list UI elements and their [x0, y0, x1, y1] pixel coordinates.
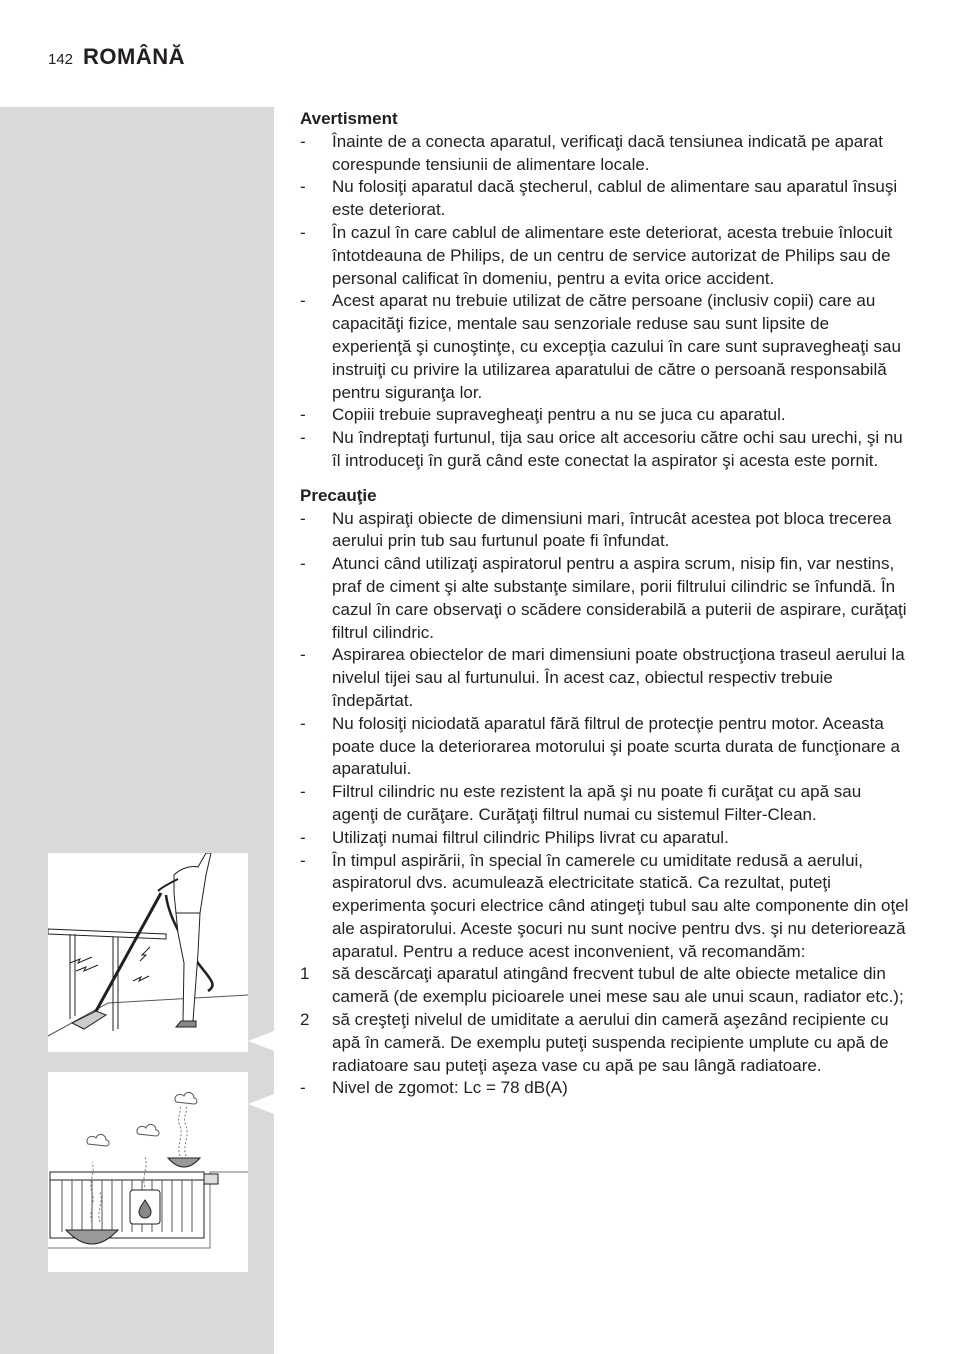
list-marker: - — [300, 645, 306, 665]
list-marker: - — [300, 405, 306, 425]
list-item-text: să descărcaţi aparatul atingând frecvent tubul de alte obiecte metalice din cameră (de exemplu picioarele unei mese sau ale unui scaun, radiator etc.); — [332, 964, 904, 1007]
list-item-text: În timpul aspirării, în special în camerele cu umiditate redusă a aerului, aspiratorul dvs. acumulează electricitate statică. Ca rezultat, puteţi experimenta şocuri electrice când atingeţi tubul sau alte componente din oţel ale aspiratorului. Aceste şocuri nu sunt nocive pentru dvs. şi nu deteriorează aparatul. Pentru a reduce acest inconvenient, vă recomandăm: — [332, 850, 909, 961]
list-item-text: Nu aspiraţi obiecte de dimensiuni mari, întrucât acestea pot bloca trecerea aerului prin tub sau furtunul poate fi înfundat. — [332, 508, 892, 551]
list-item-text: Utilizaţi numai filtrul cilindric Philips livrat cu aparatul. — [332, 827, 729, 847]
list-item-text: În cazul în care cablul de alimentare este deteriorat, acesta trebuie înlocuit întotdeauna de Philips, de un centru de service autorizat de Philips sau de personal calificat în domeniu, pentru a evita orice accident. — [332, 222, 893, 288]
list-item — [300, 404, 910, 427]
list-item — [300, 176, 910, 222]
list-item — [300, 131, 910, 177]
list-item-text: Nu îndreptaţi furtunul, tija sau orice alt accesoriu către ochi sau urechi, şi nu îl introduceţi în gură când este conectat la aspirator şi acesta este pornit. — [332, 428, 903, 470]
figure-pointer — [248, 1031, 274, 1051]
caution-list — [300, 508, 910, 1101]
main-content — [300, 108, 910, 1100]
list-marker: - — [300, 713, 306, 733]
list-item — [300, 508, 910, 554]
list-marker: - — [300, 850, 306, 870]
caution-section — [300, 485, 910, 1101]
list-marker: - — [300, 177, 306, 197]
list-item — [300, 781, 910, 827]
list-item — [300, 850, 910, 964]
section-heading: Precauţie — [300, 485, 377, 505]
list-item-text: Nu folosiţi niciodată aparatul fără filtrul de protecţie pentru motor. Aceasta poate duce la deteriorarea motorului şi poate scurta durata de funcţionare a aparatului. — [332, 713, 900, 779]
list-marker: - — [300, 827, 306, 847]
list-item-text: Aspirarea obiectelor de mari dimensiuni poate obstrucţiona traseul aerului la nivelul tijei sau al furtunului. În acest caz, obiectul respectiv trebuie îndepărtat. — [332, 645, 905, 710]
vacuum-static-shock-illustration — [48, 853, 248, 1052]
list-item-text: Filtrul cilindric nu este rezistent la apă şi nu poate fi curăţat cu apă sau agenţi de curăţare. Curăţaţi filtrul numai cu sistemul Filter-Clean. — [332, 782, 862, 824]
list-item — [300, 1009, 910, 1077]
list-marker: - — [300, 1078, 306, 1098]
warning-section — [300, 108, 910, 473]
language-heading: ROMÂNĂ — [83, 44, 186, 69]
list-item — [300, 644, 910, 712]
page-header — [48, 44, 185, 70]
list-marker: - — [300, 131, 306, 151]
list-item-text: Acest aparat nu trebuie utilizat de către persoane (inclusiv copii) care au capacităţi fizice, mentale sau senzoriale reduse sau sunt lipsite de experienţă şi cunoştinţe, cu excepţia cazului în care sunt supravegheaţi sau instruiţi cu privire la utilizarea aparatului de către o persoană responsabilă pentru siguranţa lor. — [332, 291, 901, 402]
list-marker: 1 — [300, 964, 310, 984]
list-marker: 2 — [300, 1010, 310, 1030]
list-item — [300, 827, 910, 850]
section-heading: Avertisment — [300, 109, 398, 128]
list-marker: - — [300, 782, 306, 802]
list-marker: - — [300, 508, 306, 528]
list-marker: - — [300, 222, 306, 242]
list-item-text: Înainte de a conecta aparatul, verificaţi dacă tensiunea indicată pe aparat corespunde tensiunii de alimentare locale. — [332, 131, 883, 174]
list-marker: - — [300, 428, 306, 448]
list-item — [300, 963, 910, 1009]
radiator-water-bowls-illustration — [48, 1072, 248, 1272]
list-item — [300, 222, 910, 290]
list-item-text: Nivel de zgomot: Lc = 78 dB(A) — [332, 1078, 568, 1098]
list-item — [300, 427, 910, 473]
list-marker: - — [300, 291, 306, 311]
warning-list — [300, 131, 910, 473]
list-item-text: Atunci când utilizaţi aspiratorul pentru a aspira scrum, nisip fin, var nestins, praf de ciment şi alte substanţe similare, porii filtrului cilindric se înfundă. În cazul în care observaţi o scădere considerabilă a puterii de aspirare, curăţaţi filtrul cilindric. — [332, 554, 907, 642]
page-number: 142 — [48, 51, 74, 68]
list-item — [300, 1077, 910, 1100]
list-item-text: Copiii trebuie supravegheaţi pentru a nu se juca cu aparatul. — [332, 405, 786, 425]
list-item-text: Nu folosiţi aparatul dacă ştecherul, cablul de alimentare sau aparatul însuşi este deteriorat. — [332, 177, 898, 220]
list-item-text: să creşteţi nivelul de umiditate a aerului din cameră aşezând recipiente cu apă în cameră. De exemplu puteţi suspenda recipiente umplute cu apă de radiatoare sau puteţi aşeza vase cu apă pe sau lângă radiatoare. — [332, 1010, 889, 1075]
list-item — [300, 553, 910, 644]
figure-pointer — [248, 1094, 274, 1114]
list-marker: - — [300, 554, 306, 574]
list-item — [300, 290, 910, 404]
list-item — [300, 713, 910, 781]
